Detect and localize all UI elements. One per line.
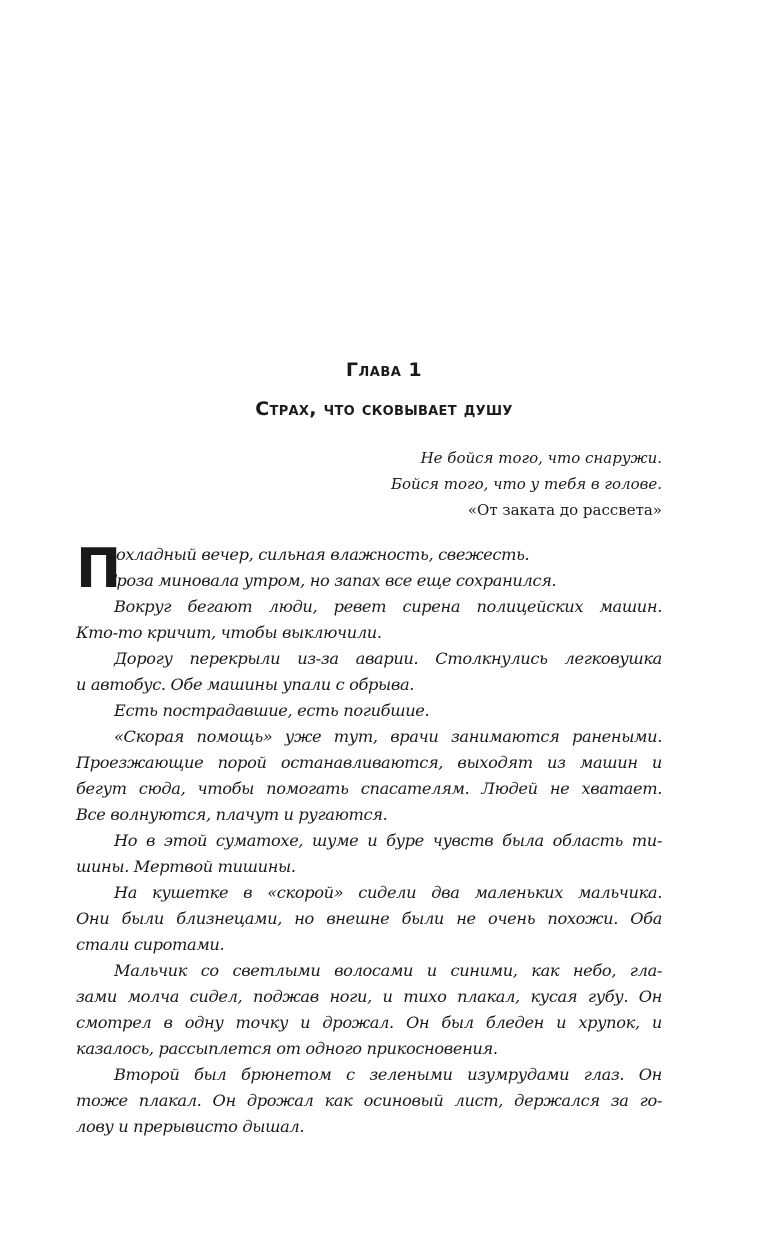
chapter-title: Страх, что сковывает душу (255, 398, 513, 420)
drop-cap: П (76, 537, 121, 600)
text-line: смотрел в одну точку и дрожал. Он был бледен и хрупок, и (76, 1013, 662, 1032)
text-line: казалось, рассыплется от одного прикосновения. (76, 1039, 498, 1058)
epigraph-source: «От заката до рассвета» (467, 501, 662, 519)
text-line: Мальчик со светлыми волосами и синими, как небо, гла- (114, 961, 662, 980)
text-line: Есть пострадавшие, есть погибшие. (114, 701, 430, 720)
text-line: Вокруг бегают люди, ревет сирена полицейских машин. (114, 597, 662, 616)
epigraph-line: Не бойся того, что снаружи. (420, 449, 662, 467)
text-line: Они были близнецами, но внешне были не очень похожи. Оба (76, 909, 662, 928)
chapter-number: Глава 1 (345, 359, 423, 381)
text-line: Все волнуются, плачут и ругаются. (76, 805, 388, 824)
text-line: бегут сюда, чтобы помогать спасателям. Людей не хватает. (76, 779, 662, 798)
text-line: Но в этой суматохе, шуме и буре чувств была область ти- (114, 831, 662, 850)
text-line: «Скорая помощь» уже тут, врачи занимаются ранеными. (114, 727, 662, 746)
text-line: и автобус. Обе машины упали с обрыва. (76, 675, 415, 694)
text-line: На кушетке в «скорой» сидели два маленьких мальчика. (114, 883, 662, 902)
epigraph-line: Бойся того, что у тебя в голове. (390, 475, 662, 493)
text-line: Проезжающие порой останавливаются, выходят из машин и (76, 753, 662, 772)
text-line: стали сиротами. (76, 935, 225, 954)
text-line: Гроза миновала утром, но запах все еще сохранился. (106, 571, 557, 590)
text-line: зами молча сидел, поджав ноги, и тихо плакал, кусая губу. Он (76, 987, 662, 1006)
text-line: рохладный вечер, сильная влажность, свежесть. (106, 545, 530, 564)
text-line: лову и прерывисто дышал. (76, 1117, 305, 1136)
text-line: шины. Мертвой тишины. (76, 857, 296, 876)
text-line: Второй был брюнетом с зелеными изумрудами глаз. Он (114, 1065, 662, 1084)
text-line: тоже плакал. Он дрожал как осиновый лист, держался за го- (76, 1091, 662, 1110)
text-line: Кто-то кричит, чтобы выключили. (76, 623, 382, 642)
text-line: Дорогу перекрыли из-за аварии. Столкнулись легковушка (114, 649, 662, 668)
epigraph (242, 446, 662, 524)
chapter-body (76, 537, 662, 1140)
